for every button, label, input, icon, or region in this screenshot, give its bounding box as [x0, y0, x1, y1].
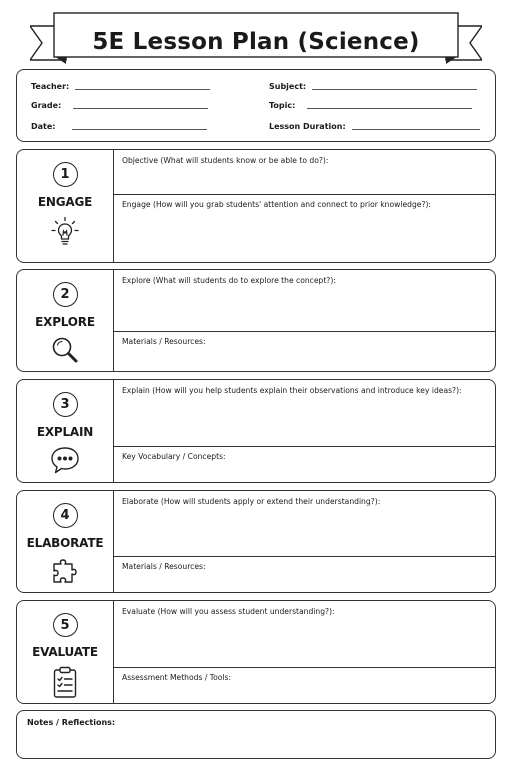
engage-prompt: Engage (How will you grab students' attention and connect to prior knowledge?): — [122, 200, 431, 209]
date-label: Date: — [31, 122, 56, 131]
duration-label: Lesson Duration: — [269, 122, 346, 131]
phase-label-engage — [17, 150, 114, 262]
magnifier-icon — [50, 335, 80, 369]
topic-label: Topic: — [269, 101, 296, 110]
explore-prompt: Explore (What will students do to explore the concept?): — [122, 276, 336, 285]
teacher-label: Teacher: — [31, 82, 70, 91]
section-elaborate — [16, 490, 496, 593]
title-banner — [30, 10, 482, 64]
page-title: 5E Lesson Plan (Science) — [92, 29, 420, 55]
engage-writing-area — [114, 150, 495, 262]
teacher-line[interactable] — [75, 89, 210, 90]
step-number: 4 — [53, 503, 78, 528]
objective-prompt: Objective (What will students know or be able to do?): — [122, 156, 329, 165]
phase-label-explore — [17, 270, 114, 371]
date-field[interactable] — [31, 122, 207, 131]
speech-bubble-icon — [49, 445, 81, 479]
evaluate-prompt: Evaluate (How will you assess student understanding?): — [122, 607, 335, 616]
duration-line[interactable] — [352, 129, 480, 130]
notes-reflections-box[interactable] — [16, 710, 496, 759]
clipboard-icon — [51, 665, 79, 703]
topic-field[interactable] — [269, 101, 472, 110]
vocabulary-prompt: Key Vocabulary / Concepts: — [122, 452, 226, 461]
phase-label-elaborate — [17, 491, 114, 592]
section-engage — [16, 149, 496, 263]
explore-writing-area — [114, 270, 495, 371]
explain-prompt: Explain (How will you help students explain their observations and introduce key ideas?): — [122, 386, 462, 395]
elaborate-prompt: Elaborate (How will students apply or extend their understanding?): — [122, 497, 381, 506]
date-line[interactable] — [72, 129, 207, 130]
phase-name: EXPLORE — [35, 315, 95, 329]
phase-name: ELABORATE — [26, 536, 104, 550]
subject-line[interactable] — [312, 89, 477, 90]
phase-name: ENGAGE — [37, 195, 93, 209]
phase-name: EXPLAIN — [36, 425, 94, 439]
assessment-prompt: Assessment Methods / Tools: — [122, 673, 232, 682]
lightbulb-icon — [49, 215, 81, 251]
section-explain — [16, 379, 496, 483]
step-number: 3 — [53, 392, 78, 417]
lesson-info-form — [16, 69, 496, 142]
subject-field[interactable] — [269, 82, 477, 91]
step-number: 2 — [53, 282, 78, 307]
step-number: 5 — [53, 613, 78, 637]
section-explore — [16, 269, 496, 372]
materials-prompt: Materials / Resources: — [122, 337, 206, 346]
phase-name: EVALUATE — [32, 645, 98, 659]
notes-label: Notes / Reflections: — [27, 718, 116, 727]
elaborate-writing-area — [114, 491, 495, 592]
topic-line[interactable] — [307, 108, 472, 109]
step-number: 1 — [53, 162, 78, 187]
grade-field[interactable] — [31, 101, 208, 110]
subject-label: Subject: — [269, 82, 307, 91]
phase-label-evaluate — [17, 601, 114, 703]
puzzle-icon — [50, 556, 80, 590]
section-evaluate — [16, 600, 496, 704]
grade-label: Grade: — [31, 101, 62, 110]
duration-field[interactable] — [269, 122, 480, 131]
evaluate-writing-area — [114, 601, 495, 703]
teacher-field[interactable] — [31, 82, 210, 91]
explain-writing-area — [114, 380, 495, 482]
phase-label-explain — [17, 380, 114, 482]
grade-line[interactable] — [73, 108, 208, 109]
materials-prompt: Materials / Resources: — [122, 562, 206, 571]
